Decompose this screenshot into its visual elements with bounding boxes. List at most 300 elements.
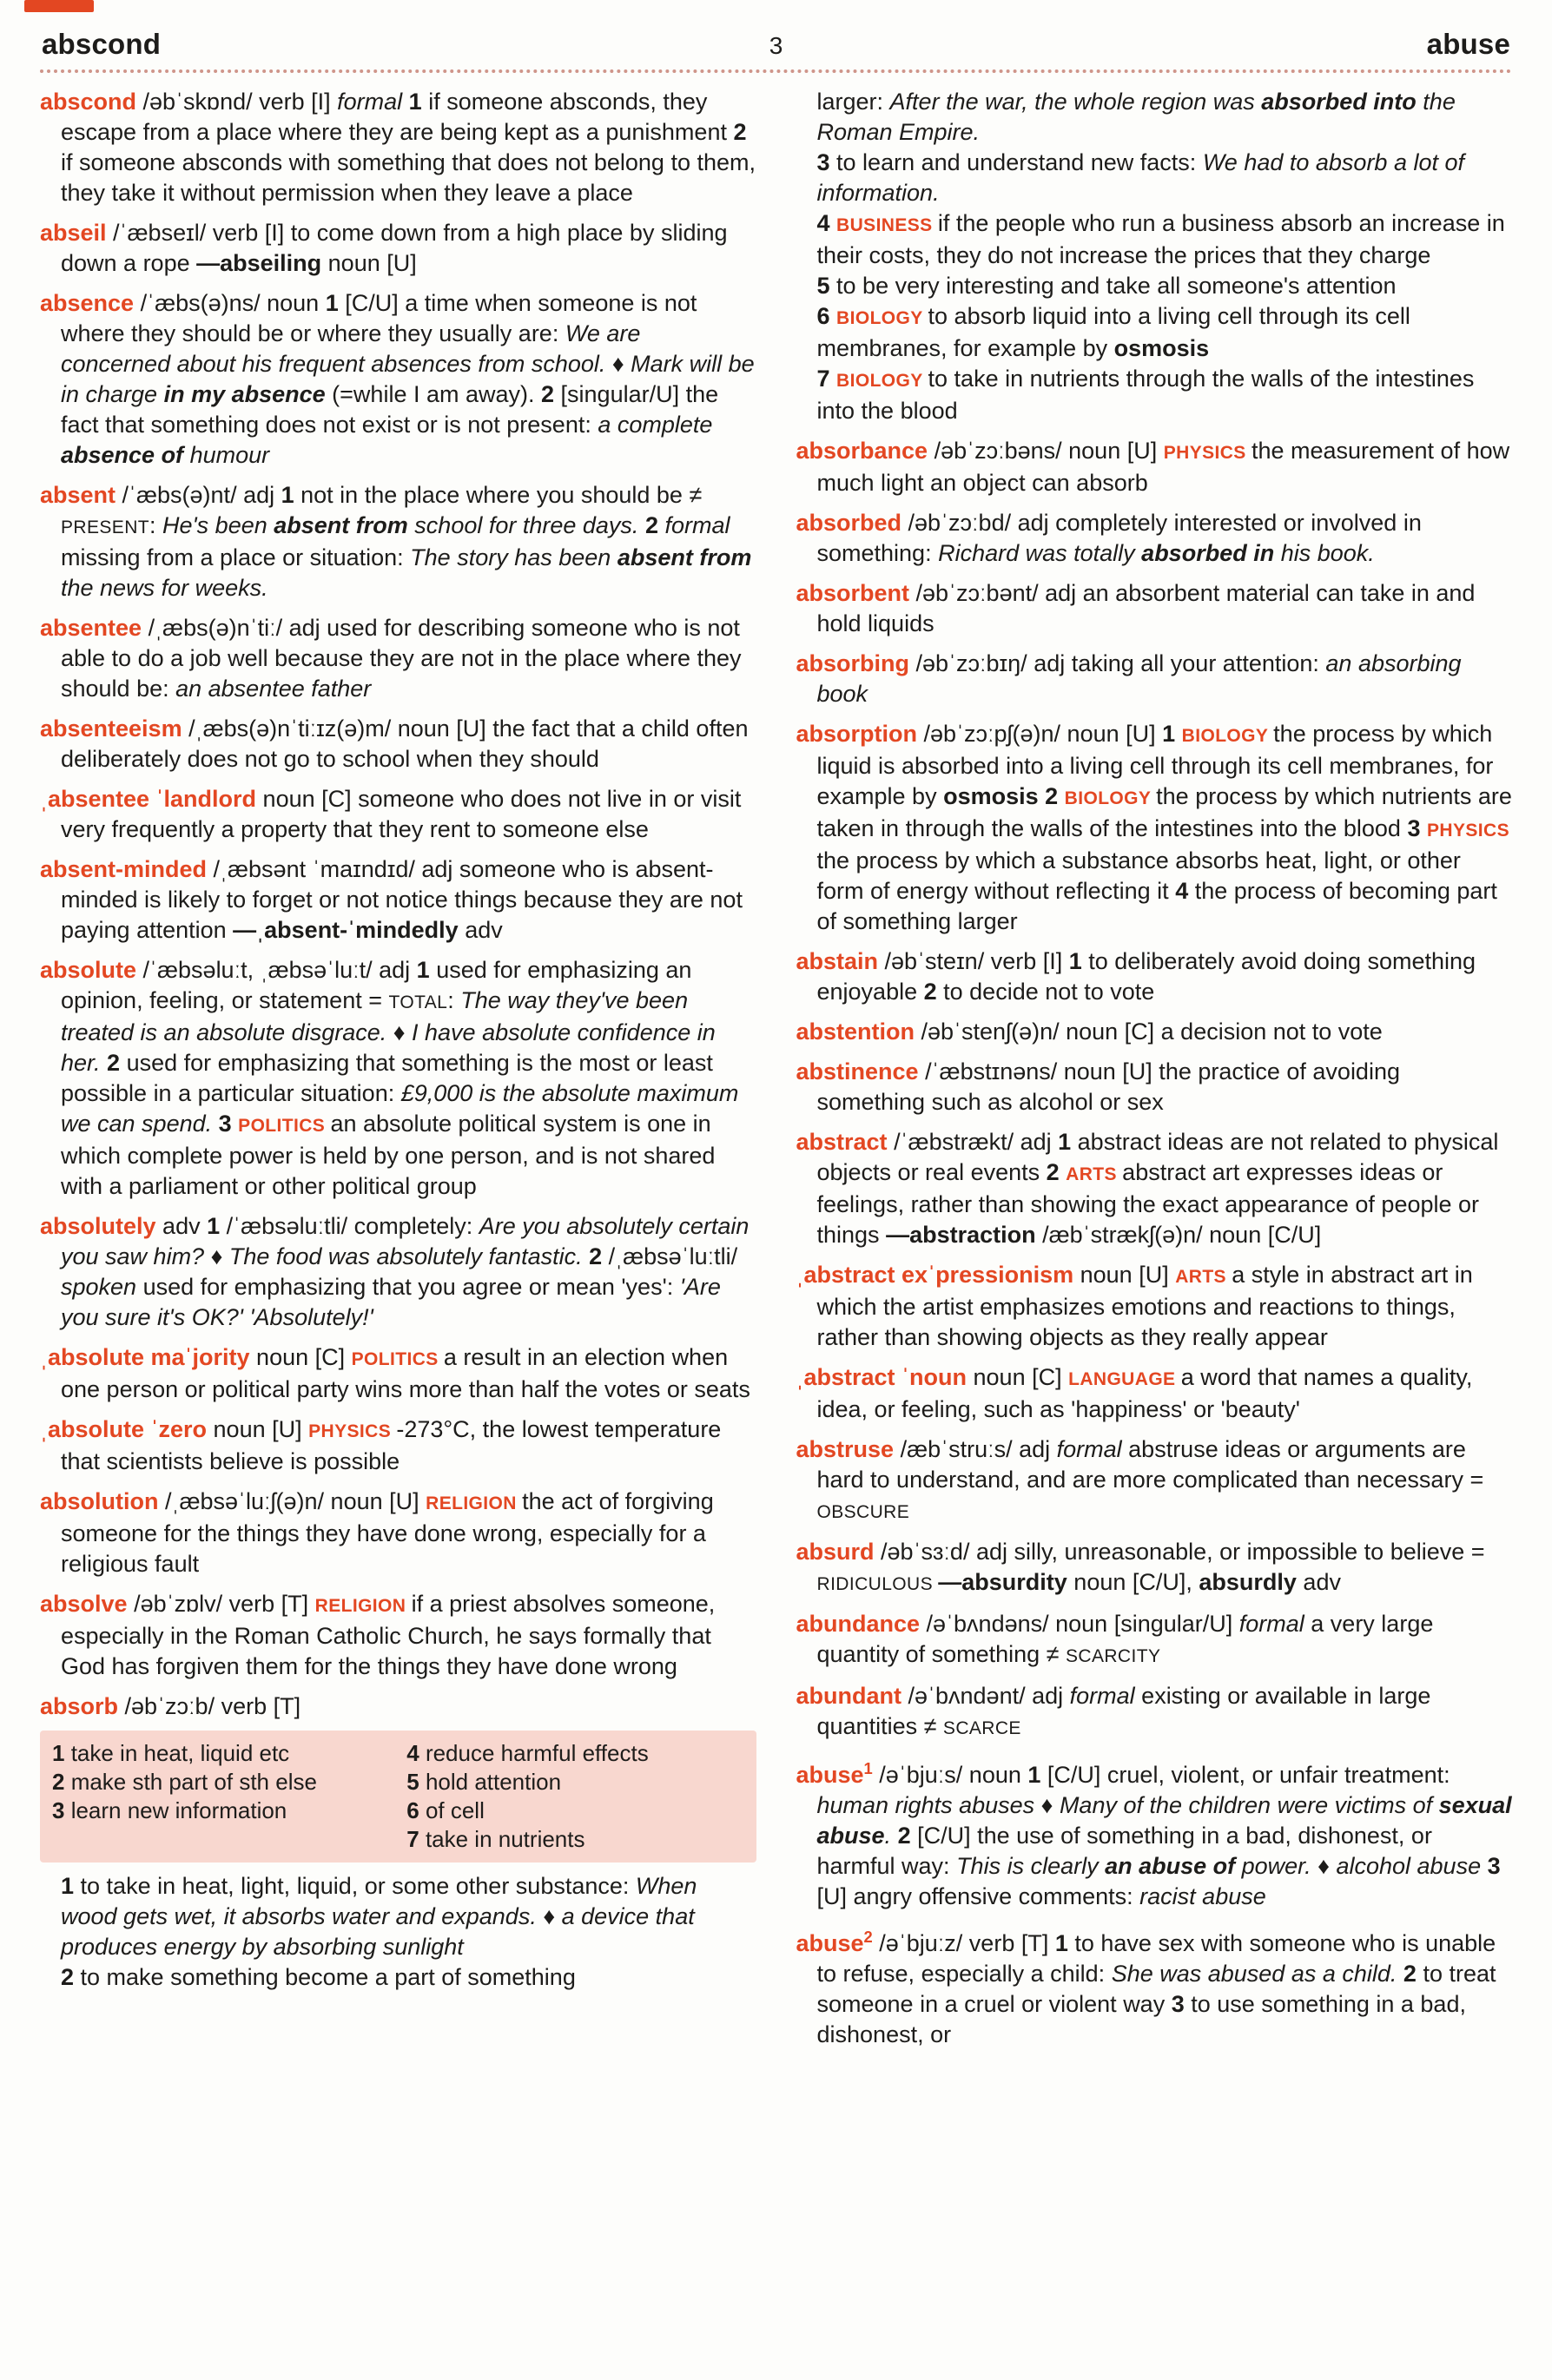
text-run: not in the place where you should be ≠	[300, 482, 703, 508]
bold-text: —abstraction	[886, 1222, 1043, 1248]
headword: absorbance	[796, 438, 935, 464]
bold-text: 2	[589, 1243, 609, 1269]
italic-text: After the war, the whole region was	[889, 89, 1262, 115]
cross-reference: PRESENT	[61, 518, 149, 537]
text-run: adv	[465, 917, 503, 943]
italic-text: formal	[1238, 1611, 1311, 1637]
sense-number: 4	[406, 1740, 426, 1766]
headword: absorption	[796, 721, 924, 747]
italic-text: .	[884, 1823, 898, 1849]
text-run: noun [C/U],	[1073, 1569, 1199, 1595]
entry-paragraph	[796, 1260, 1513, 1353]
headword: absent-minded	[40, 856, 214, 882]
sense-paragraph	[796, 301, 1513, 364]
bold-text: 2	[923, 979, 944, 1005]
entry-absent-minded	[40, 854, 756, 946]
text-run: /ˌæbsəˈluːtli/	[608, 1243, 738, 1269]
dictionary-columns	[40, 87, 1512, 2050]
headword: absolutely	[40, 1213, 163, 1239]
text-run: /ˈæbsəluːt, ˌæbsəˈluːt/ adj	[142, 957, 417, 983]
entry-abseil	[40, 218, 756, 279]
entry-paragraph	[796, 946, 1513, 1007]
text-run: /ˈæbs(ə)ns/ noun	[140, 290, 326, 316]
headword: absorbent	[796, 580, 916, 606]
headword: abscond	[40, 89, 143, 115]
entry-paragraph	[40, 1211, 756, 1333]
homonym-number: 2	[863, 1928, 873, 1946]
bold-text: 2	[644, 512, 665, 538]
text-run: [singular/U] the fact that something does not exist or is not present:	[61, 381, 719, 438]
text-run: /əˈbʌndənt/ adj	[908, 1683, 1070, 1709]
scan-artifact-red-mark	[24, 0, 94, 12]
subject-label: BIOLOGY	[836, 308, 928, 328]
text-run: (=while I am away).	[332, 381, 541, 407]
text-run: if someone absconds, they escape from a place where they are being kept as a punishment	[61, 89, 734, 145]
entry-paragraph	[796, 436, 1513, 498]
text-run: the act of forgiving someone for the things they have done wrong, especially for a religious fault	[61, 1488, 714, 1577]
bold-text: 6	[816, 303, 837, 329]
text-run: noun [C] someone who does not live in or visit very frequently a property that they rent to someone else	[61, 786, 742, 842]
headword: abundance	[796, 1611, 927, 1637]
text-run: noun [U]	[213, 1416, 309, 1442]
bold-text: 1	[416, 957, 437, 983]
text-run: missing from a place or situation:	[61, 544, 411, 570]
menu-text: reduce harmful effects	[425, 1740, 649, 1766]
bold-text: 4	[1175, 878, 1195, 904]
entry-paragraph	[40, 854, 756, 946]
bold-text: —absurdity	[938, 1569, 1074, 1595]
headword: absolution	[40, 1488, 165, 1514]
subject-label: BIOLOGY	[1064, 788, 1157, 808]
italic-text: human rights abuses	[816, 1792, 1041, 1818]
entry-paragraph	[40, 714, 756, 775]
entry-abscond	[40, 87, 756, 208]
cross-reference: RIDICULOUS	[816, 1574, 939, 1594]
italic-text: We had to absorb a lot of information.	[816, 149, 1465, 206]
bold-text: 2	[1045, 783, 1065, 809]
text-run: to deliberately avoid doing something enjoyable	[816, 948, 1476, 1005]
entry-paragraph	[796, 1362, 1513, 1425]
text-run: the process of becoming part of something larger	[816, 878, 1497, 934]
entry-paragraph	[40, 1487, 756, 1579]
menu-column	[406, 1739, 743, 1854]
headword: absorb	[40, 1693, 125, 1719]
text-run: /əbˈzɔːbəns/ noun [U]	[934, 438, 1164, 464]
italic-text: Mark will be in charge	[61, 351, 755, 407]
subject-label: POLITICS	[351, 1349, 444, 1369]
text-run: the process by which nutrients are taken in through the walls of the intestines into the blood	[816, 783, 1512, 841]
menu-text: of cell	[425, 1797, 485, 1823]
headword: abstruse	[796, 1436, 901, 1462]
text-run: the process by which liquid is absorbed into a living cell through its cell membranes, for example by	[816, 721, 1494, 809]
italic-text: racist abuse	[1139, 1883, 1266, 1909]
text-run: ♦	[1318, 1853, 1337, 1879]
subject-label: RELIGION	[426, 1493, 523, 1513]
entry-abstruse	[796, 1434, 1513, 1527]
text-run: [C/U] a time when someone is not where they should be or where they usually are:	[61, 290, 697, 346]
italic-text: £9,000 is the absolute maximum we can spend.	[61, 1080, 739, 1137]
text-run: /ˈæbstɪnəns/ noun [U] the practice of avoiding something such as alcohol or sex	[816, 1058, 1400, 1115]
text-run: /əbˈsɜːd/ adj silly, unreasonable, or impossible to believe =	[881, 1539, 1485, 1565]
guide-word-left: abscond	[42, 28, 162, 60]
entry-paragraph	[796, 1537, 1513, 1599]
entry-absurd	[796, 1537, 1513, 1599]
bold-text: 4	[816, 210, 837, 236]
italic-text: Richard was totally	[938, 540, 1142, 566]
dotted-rule	[40, 69, 1512, 73]
text-run: -273°C, the lowest temperature that scientists believe is possible	[61, 1416, 722, 1474]
text-run: to treat someone in a cruel or violent way	[816, 1961, 1496, 2017]
entry-paragraph	[796, 1681, 1513, 1744]
menu-text: make sth part of sth else	[70, 1769, 317, 1795]
text-run: a word that names a quality, idea, or feeling, such as 'happiness' or 'beauty'	[816, 1364, 1473, 1422]
subject-label: ARTS	[1066, 1164, 1123, 1184]
text-run: to be very interesting and take all someone's attention	[836, 273, 1397, 299]
entry-absolute	[40, 955, 756, 1202]
italic-text: She was abused as a child.	[1111, 1961, 1403, 1987]
headword: abstract	[796, 1129, 895, 1155]
text-run: the measurement of how much light an object can absorb	[816, 438, 1510, 496]
entry-absorbent	[796, 578, 1513, 639]
entry-absolve	[40, 1589, 756, 1682]
entry-absorb	[40, 1691, 756, 1993]
menu-item	[52, 1797, 389, 1825]
italic-text: We are concerned about his frequent absences from school.	[61, 320, 641, 377]
headword: ˌabsentee ˈlandlord	[40, 786, 263, 812]
headword: abstain	[796, 948, 885, 974]
entry-paragraph	[40, 1589, 756, 1682]
sense-number: 6	[406, 1797, 426, 1823]
sense-paragraph	[796, 148, 1513, 208]
cross-reference: SCARCITY	[1065, 1646, 1161, 1666]
italic-text: humour	[189, 442, 270, 468]
entry-paragraph	[40, 1691, 756, 1722]
headword: absurd	[796, 1539, 882, 1565]
text-run: an absolute political system is one in which complete power is held by one person, and is not shared with a parliament or other political group	[61, 1111, 716, 1199]
italic-text: This is clearly	[956, 1853, 1106, 1879]
text-run: /əbˈskɒnd/ verb [I]	[142, 89, 338, 115]
bold-italic-text: absent from	[274, 512, 415, 538]
entry-absentee	[40, 613, 756, 704]
italic-text: The story has been	[410, 544, 617, 570]
subject-label: LANGUAGE	[1068, 1369, 1181, 1389]
text-run: /əbˈzɔːb/ verb [T]	[124, 1693, 301, 1719]
bold-text: 1	[1058, 1129, 1078, 1155]
text-run: to make something become a part of something	[80, 1964, 576, 1990]
entry-paragraph	[796, 1434, 1513, 1527]
entry-abstract-expressionism	[796, 1260, 1513, 1353]
entry-paragraph	[796, 1057, 1513, 1117]
text-run: /æbˈstrækʃ(ə)n/ noun [C/U]	[1042, 1222, 1322, 1248]
italic-text: the Roman Empire.	[816, 89, 1456, 145]
entry-absence	[40, 288, 756, 471]
sense-paragraph	[796, 208, 1513, 271]
text-run: ♦	[210, 1243, 229, 1269]
text-run: /əbˈzɒlv/ verb [T]	[134, 1591, 315, 1617]
bold-italic-text: absorbed in	[1141, 540, 1281, 566]
entry-absolute-majority	[40, 1342, 756, 1405]
entry-absent	[40, 480, 756, 603]
headword: absent	[40, 482, 122, 508]
text-run: noun [C]	[973, 1364, 1069, 1390]
bold-italic-text: sexual abuse	[816, 1792, 1512, 1849]
entry-paragraph	[40, 1414, 756, 1477]
headword: abuse	[796, 1930, 864, 1956]
cross-reference: SCARCE	[942, 1718, 1021, 1738]
entry-abuse-2	[796, 1922, 1513, 2050]
headword: ˌabsolute maˈjority	[40, 1344, 257, 1370]
italic-text: the news for weeks.	[61, 575, 268, 601]
bold-text: 3	[816, 149, 837, 175]
entry-paragraph	[40, 613, 756, 704]
bold-text: 2	[1403, 1961, 1423, 1987]
sense-number: 2	[52, 1769, 71, 1795]
bold-italic-text: absence of	[61, 442, 190, 468]
entry-paragraph	[40, 1342, 756, 1405]
subject-label: BIOLOGY	[1181, 726, 1274, 746]
headword: absolute	[40, 957, 143, 983]
sense-paragraph	[40, 1871, 756, 1962]
headword: absolve	[40, 1591, 135, 1617]
subject-label: BIOLOGY	[836, 371, 928, 391]
subject-label: ARTS	[1175, 1267, 1232, 1287]
headword: absenteeism	[40, 715, 189, 742]
menu-item	[406, 1739, 743, 1768]
subject-label: POLITICS	[238, 1116, 331, 1136]
headword: abstention	[796, 1019, 921, 1045]
bold-text: 1	[61, 1873, 81, 1899]
italic-text: an absorbing book	[816, 650, 1462, 707]
bold-text: 1	[207, 1213, 227, 1239]
subject-label: PHYSICS	[308, 1421, 397, 1441]
entry-absenteeism	[40, 714, 756, 775]
entry-paragraph	[40, 955, 756, 1202]
menu-item	[52, 1739, 389, 1768]
italic-text: When wood gets wet, it absorbs water and expands.	[61, 1873, 697, 1929]
text-run: /əbˈstenʃ(ə)n/ noun [C] a decision not to vote	[921, 1019, 1383, 1045]
sense-number: 5	[406, 1769, 426, 1795]
text-run: used for emphasizing an opinion, feeling, or statement =	[61, 957, 692, 1013]
text-run: /ˌæbsənt ˈmaɪndɪd/ adj someone who is absent-minded is likely to forget or not notice things because they are not paying attention	[61, 856, 743, 943]
italic-text: his book.	[1280, 540, 1375, 566]
bold-italic-text: absent from	[617, 544, 752, 570]
bold-text: 2	[61, 1964, 81, 1990]
entry-paragraph	[40, 480, 756, 603]
subject-label: PHYSICS	[1426, 821, 1509, 841]
bold-text: 1	[1068, 948, 1089, 974]
sense-number: 1	[52, 1740, 71, 1766]
entry-absorbance	[796, 436, 1513, 498]
menu-text: learn new information	[70, 1797, 287, 1823]
text-run: ♦	[1040, 1792, 1060, 1818]
text-run: to absorb liquid into a living cell through its cell membranes, for example by	[816, 303, 1410, 361]
text-run: a very large quantity of something ≠	[816, 1611, 1434, 1667]
sense-paragraph	[40, 1962, 756, 1993]
text-run: [C/U] the use of something in a bad, dishonest, or harmful way:	[816, 1823, 1432, 1879]
bold-text: 2	[733, 119, 747, 145]
bold-text: absurdly	[1199, 1569, 1304, 1595]
menu-column	[52, 1739, 389, 1854]
italic-text: a device that produces energy by absorbing sunlight	[61, 1903, 695, 1960]
italic-text: 'Are you sure it's OK?' 'Absolutely!'	[61, 1274, 721, 1330]
entry-paragraph	[796, 719, 1513, 937]
bold-italic-text: an abuse of	[1105, 1853, 1242, 1879]
subject-label: RELIGION	[314, 1596, 412, 1616]
italic-text: He's been	[162, 512, 274, 538]
text-run: [C/U] cruel, violent, or unfair treatment:	[1047, 1762, 1450, 1788]
page-number: 3	[769, 32, 783, 59]
text-run: /əˈbjuːz/ verb [T]	[872, 1930, 1055, 1956]
sense-number: 3	[52, 1797, 71, 1823]
text-run: noun [U]	[327, 250, 417, 276]
bold-text: 2	[1046, 1159, 1067, 1185]
menu-item	[406, 1768, 743, 1797]
entry-absorb-continued	[796, 87, 1513, 426]
headword: ˌabstract exˈpressionism	[796, 1262, 1080, 1288]
text-run: to use something in a bad, dishonest, or	[816, 1991, 1466, 2047]
bold-text: 3	[218, 1111, 239, 1137]
entry-absolutely	[40, 1211, 756, 1333]
bold-text: 1	[325, 290, 346, 316]
text-run: to learn and understand new facts:	[836, 149, 1203, 175]
italic-text: an absentee father	[175, 676, 372, 702]
bold-italic-text: in my absence	[163, 381, 333, 407]
text-run: /əbˈsteɪn/ verb [I]	[884, 948, 1069, 974]
entry-absorbing	[796, 649, 1513, 709]
sense-menu-box	[40, 1731, 756, 1862]
italic-text: I have absolute confidence in her.	[61, 1019, 716, 1076]
entry-paragraph	[796, 1753, 1513, 1912]
entry-abstract-noun	[796, 1362, 1513, 1425]
menu-text: take in nutrients	[425, 1826, 585, 1852]
bold-text: 1	[1162, 721, 1182, 747]
bold-text: 1	[1054, 1930, 1075, 1956]
homonym-number: 1	[863, 1759, 873, 1777]
text-run: /ˈæbstrækt/ adj	[894, 1129, 1059, 1155]
italic-text: The food was absolutely fantastic.	[228, 1243, 590, 1269]
entry-abuse-1	[796, 1753, 1513, 1912]
bold-text: osmosis	[1113, 335, 1210, 361]
text-run: to decide not to vote	[943, 979, 1155, 1005]
italic-text: Many of the children were victims of	[1059, 1792, 1439, 1818]
cross-reference: TOTAL	[388, 992, 448, 1012]
italic-text: a complete	[598, 412, 713, 438]
subject-label: BUSINESS	[836, 215, 938, 235]
bold-text: 1	[1027, 1762, 1047, 1788]
italic-text: formal	[1069, 1683, 1142, 1709]
text-run: used for emphasizing that something is the most or least possible in a particular situation:	[61, 1050, 713, 1106]
headword: abundant	[796, 1683, 908, 1709]
text-run: adv	[162, 1213, 208, 1239]
italic-text: formal	[337, 89, 409, 115]
text-run: /ˌæbs(ə)nˈtiː/ adj used for describing someone who is not able to do a job well because they are not in the place where they should be:	[61, 615, 742, 702]
text-run: to take in heat, light, liquid, or some other substance:	[80, 1873, 636, 1899]
text-run: /ˈæbs(ə)nt/ adj	[122, 482, 281, 508]
text-run: /ˌæbs(ə)nˈtiːɪz(ə)m/ noun [U] the fact that a child often deliberately does not go to school when they should	[61, 715, 749, 772]
headword: abuse	[796, 1762, 864, 1788]
text-run: adv	[1303, 1569, 1341, 1595]
headword: absentee	[40, 615, 149, 641]
text-run: abstract art expresses ideas or feelings, rather than showing the exact appearance of people or things	[816, 1159, 1480, 1248]
left-column	[40, 87, 756, 2050]
bold-text: 3	[1407, 815, 1427, 841]
text-run: /əbˈzɔːbɪŋ/ adj taking all your attention:	[915, 650, 1326, 676]
text-run: ♦	[393, 1019, 413, 1045]
menu-item	[406, 1797, 743, 1825]
headword: abstinence	[796, 1058, 926, 1085]
bold-text: —abseiling	[196, 250, 328, 276]
text-run: :	[447, 987, 461, 1013]
text-run: a result in an election when one person or political party wins more than half the votes or seats	[61, 1344, 750, 1402]
entry-absolution	[40, 1487, 756, 1579]
entry-paragraph	[796, 1922, 1513, 2050]
text-run: ♦	[611, 351, 631, 377]
text-run: a style in abstract art in which the artist emphasizes emotions and reactions to things, rather than showing objects as they really appear	[816, 1262, 1473, 1350]
text-run: /ˌæbsəˈluːʃ(ə)n/ noun [U]	[165, 1488, 426, 1514]
text-run: :	[149, 512, 163, 538]
text-run: /əbˈzɔːpʃ(ə)n/ noun [U]	[923, 721, 1163, 747]
entry-abstain	[796, 946, 1513, 1007]
text-run: /əˈbjuːs/ noun	[872, 1762, 1028, 1788]
entry-abstract	[796, 1127, 1513, 1250]
italic-text: spoken	[61, 1274, 143, 1300]
entry-paragraph	[796, 1017, 1513, 1047]
sense-paragraph	[796, 271, 1513, 301]
italic-text: school for three days.	[414, 512, 645, 538]
entry-paragraph	[796, 508, 1513, 569]
menu-text: take in heat, liquid etc	[70, 1740, 290, 1766]
bold-text: 3	[1171, 1991, 1192, 2017]
menu-item	[406, 1825, 743, 1854]
text-run: /əbˈzɔːbənt/ adj an absorbent material can take in and hold liquids	[816, 580, 1476, 636]
entry-abstention	[796, 1017, 1513, 1047]
headword: absence	[40, 290, 141, 316]
bold-text: 2	[541, 381, 561, 407]
italic-text: power.	[1241, 1853, 1318, 1879]
bold-text: 2	[107, 1050, 127, 1076]
text-run: existing or available in large quantities ≠	[816, 1683, 1431, 1739]
entry-paragraph	[40, 784, 756, 845]
text-run: /əˈbʌndəns/ noun [singular/U]	[926, 1611, 1239, 1637]
subject-label: PHYSICS	[1163, 443, 1252, 463]
text-run: larger:	[816, 89, 890, 115]
right-column	[796, 87, 1513, 2050]
entry-paragraph	[40, 218, 756, 279]
text-run: [U] angry offensive comments:	[816, 1883, 1140, 1909]
italic-text: formal	[1056, 1436, 1129, 1462]
entry-paragraph	[40, 288, 756, 471]
continuation-paragraph	[796, 87, 1513, 148]
italic-text: formal	[664, 512, 730, 538]
headword: absorbing	[796, 650, 916, 676]
entry-paragraph	[796, 578, 1513, 639]
bold-text: 7	[816, 366, 837, 392]
menu-item	[52, 1768, 389, 1797]
entry-paragraph	[796, 649, 1513, 709]
entry-paragraph	[796, 1127, 1513, 1250]
text-run: abstract ideas are not related to physical objects or real events	[816, 1129, 1499, 1185]
entry-absorbed	[796, 508, 1513, 569]
headword: absorbed	[796, 510, 908, 536]
menu-text: hold attention	[425, 1769, 562, 1795]
entry-absentee-landlord	[40, 784, 756, 845]
text-run: noun [U]	[1080, 1262, 1176, 1288]
entry-paragraph	[796, 1609, 1513, 1671]
text-run: noun [C]	[256, 1344, 352, 1370]
bold-text: osmosis	[943, 783, 1046, 809]
headword: abseil	[40, 220, 114, 246]
bold-text: 1	[408, 89, 429, 115]
